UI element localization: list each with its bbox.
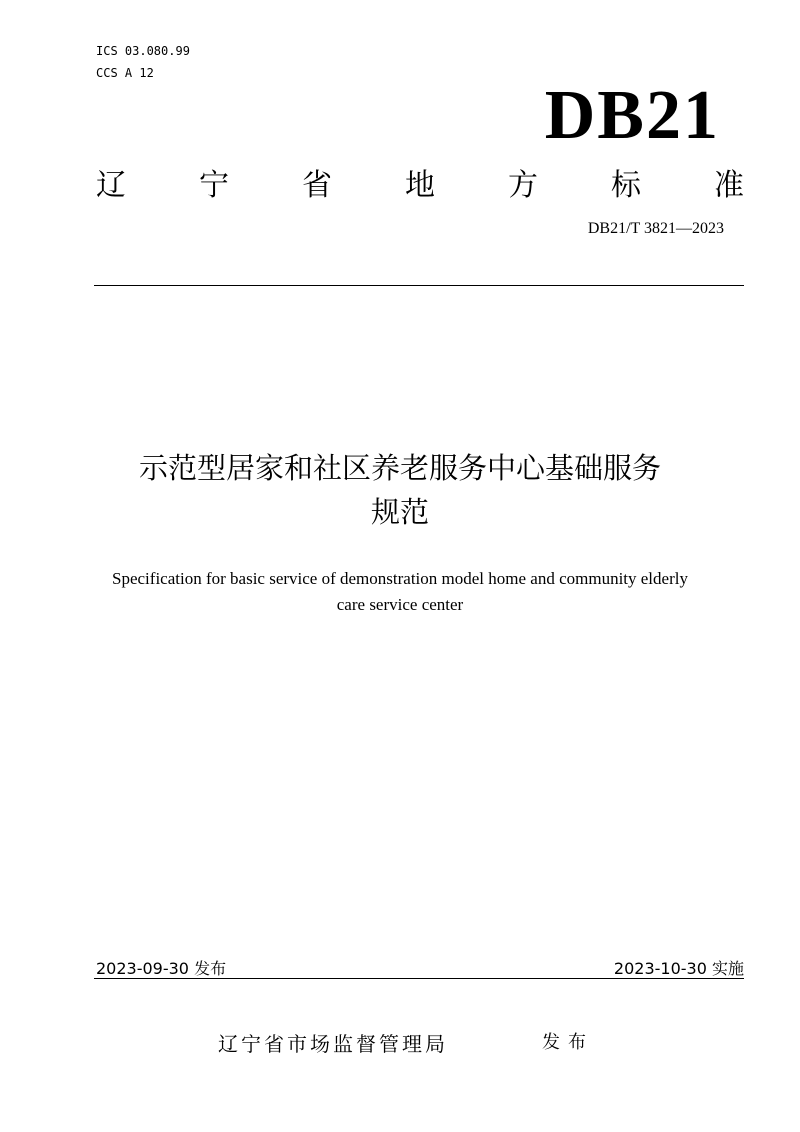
header-divider — [94, 285, 744, 286]
english-title — [40, 566, 760, 618]
footer-divider — [94, 978, 744, 979]
ccs-code: CCS A 12 — [96, 66, 154, 80]
issue-label: 发布 — [542, 1032, 594, 1053]
level-char: 辽 — [96, 168, 126, 203]
implementation-date: 2023-10-30 实施 — [613, 959, 744, 978]
english-title-line-2: care service center — [336, 595, 464, 614]
ics-code: ICS 03.080.99 — [96, 44, 190, 58]
standard-number: DB21/T 3821—2023 — [587, 220, 724, 237]
standard-level-title — [96, 166, 744, 206]
chinese-title-line-2: 规范 — [370, 495, 429, 529]
level-char: 标 — [611, 168, 641, 203]
issuing-authority: 辽宁省市场监督管理局 — [218, 1032, 448, 1056]
chinese-title-line-1: 示范型居家和社区养老服务中心基础服务 — [138, 451, 661, 485]
classification-codes — [96, 40, 190, 84]
level-char: 准 — [714, 168, 744, 203]
level-char: 地 — [405, 168, 435, 203]
standard-code-logo: DB21 — [544, 77, 720, 154]
english-title-line-1: Specification for basic service of demonstration model home and community elderly — [112, 569, 688, 588]
level-char: 宁 — [199, 168, 229, 203]
chinese-title — [40, 446, 760, 534]
issue-date: 2023-09-30 发布 — [96, 959, 227, 978]
level-char: 省 — [302, 168, 332, 203]
level-char: 方 — [508, 168, 538, 203]
